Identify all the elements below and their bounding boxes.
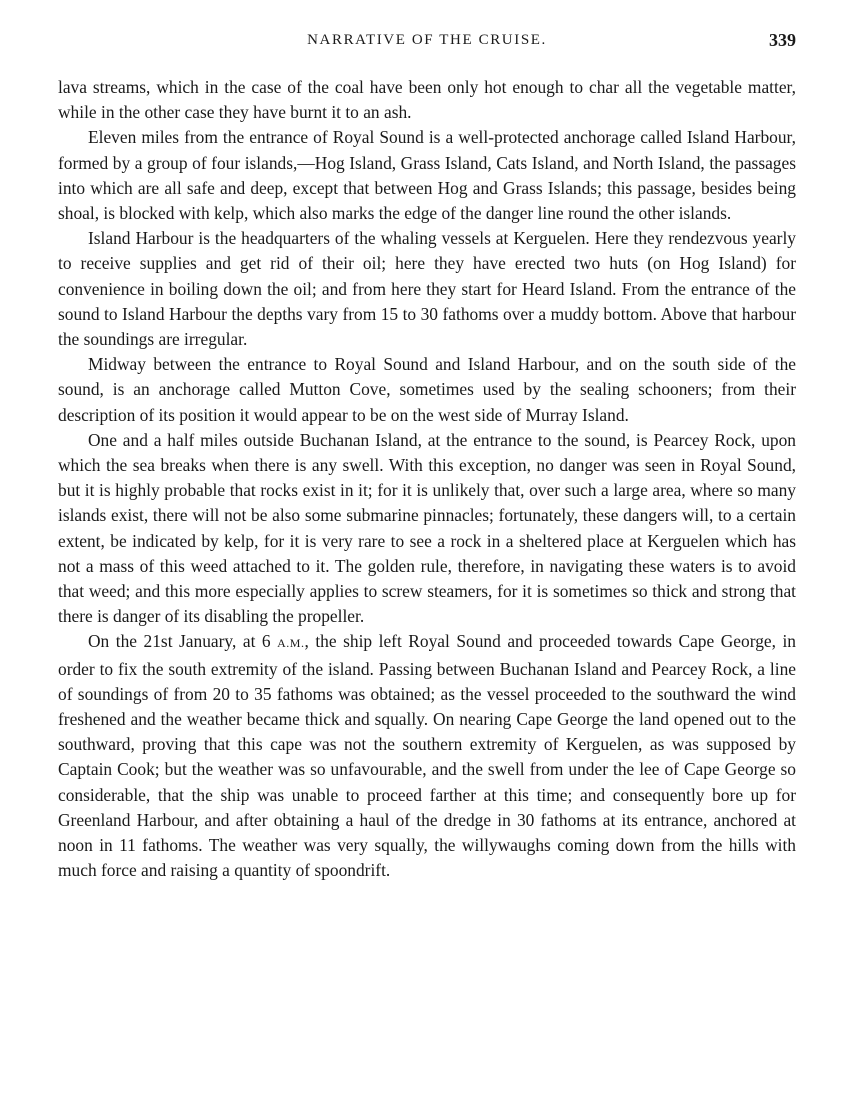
paragraph-text: On the 21st January, at 6 <box>88 631 278 652</box>
body-text <box>58 75 796 884</box>
running-header <box>58 30 796 54</box>
running-title: NARRATIVE OF THE CRUISE. <box>307 32 547 48</box>
paragraph-text: , the ship left Royal Sound and proceeded towards Cape George, in order to fix the south extremity of the island. Passing between Buchanan Island and Pearcey Rock, a line of soundings of from 20 to 35 fathoms was obtained; as the vessel proceeded to the southward the wind freshened and the weather became thick and squally. On nearing Cape George the land opened out to the southward, proving that this cape was not the southern extremity of Kerguelen, as was supposed by Captain Cook; but the weather was so unfavourable, and the swell from under the lee of Cape George so considerable, that the ship was unable to proceed farther at this time; and consequently bore up for Greenland Harbour, and after obtaining a haul of the dredge in 30 fathoms at its entrance, anchored at noon in 11 fathoms. The weather was very squally, the willywaughs coming down from the hills with much force and raising a quantity of spoondrift. <box>58 631 796 881</box>
paragraph: One and a half miles outside Buchanan Island, at the entrance to the sound, is Pearcey Rock, upon which the sea breaks when there is any swell. With this exception, no danger was seen in Royal Sound, but it is highly probable that rocks exist in it; for it is unlikely that, over such a large area, where so many islands exist, there will not be also some submarine pinnacles; fortunately, these dangers will, to a certain extent, be indicated by kelp, for it is very rare to see a rock in a sheltered place at Kerguelen which has not a mass of this weed attached to it. The golden rule, therefore, in navigating these waters is to avoid that weed; and this more especially applies to screw steamers, for it is sometimes so thick and strong that there is danger of its disabling the propeller. <box>58 429 796 627</box>
time-abbreviation: A.M. <box>277 636 305 651</box>
paragraph-continued: lava streams, which in the case of the coal have been only hot enough to char all the vegetable matter, while in the other case they have burnt it to an ash. <box>58 77 796 123</box>
paragraph: Eleven miles from the entrance of Royal Sound is a well-protected anchorage called Island Harbour, formed by a group of four islands,—Hog Island, Grass Island, Cats Island, and North Island, the passages into which are all safe and deep, except that between Hog and Grass Islands; this passage, besides being shoal, is blocked with kelp, which also marks the edge of the danger line round the other islands. <box>58 127 796 224</box>
paragraph <box>58 629 796 883</box>
page-number: 339 <box>769 30 796 50</box>
paragraph: Island Harbour is the headquarters of the whaling vessels at Kerguelen. Here they rendezvous yearly to receive supplies and get rid of their oil; here they have erected two huts (on Hog Island) for convenience in boiling down the oil; and from here they start for Heard Island. From the entrance of the sound to Island Harbour the depths vary from 15 to 30 fathoms over a muddy bottom. Above that harbour the soundings are irregular. <box>58 228 796 350</box>
paragraph: Midway between the entrance to Royal Sound and Island Harbour, and on the south side of the sound, is an anchorage called Mutton Cove, sometimes used by the sealing schooners; from their description of its position it would appear to be on the west side of Murray Island. <box>58 354 796 425</box>
